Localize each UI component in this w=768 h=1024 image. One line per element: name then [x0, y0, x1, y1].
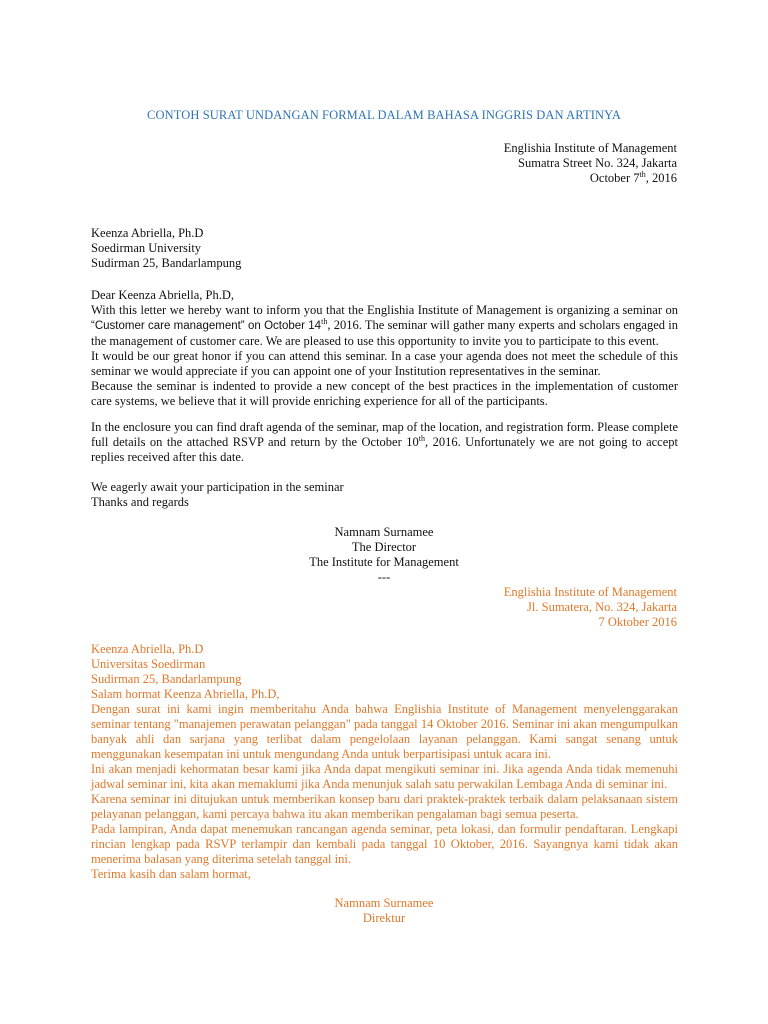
recipient-block-id — [91, 642, 280, 702]
letter-body-id — [91, 702, 678, 882]
signature-block-en — [0, 525, 768, 585]
closing-line-2: Thanks and regards — [91, 495, 189, 509]
paragraph-enclosure-id: Pada lampiran, Anda dapat menemukan rancangan agenda seminar, peta lokasi, dan formulir pendaftaran. Lengkapi rincian lengkap pada RSVP terlampir dan kembali pada tanggal 10 Oktober, 2016. Sayangnya kami tidak akan menerima balasan yang diterima setelah tanggal ini. — [91, 822, 678, 866]
recipient-university: Soedirman University — [91, 241, 202, 255]
recipient-address: Sudirman 25, Bandarlampung — [91, 256, 242, 270]
paragraph-invitation: With this letter we hereby want to inform you that the Englishia Institute of Management is organizing a seminar on “Customer care management” on October 14th, 2016. The seminar will gather many experts and scholars engaged in the management of customer care. We are pleased to use this opportunity to invite you to participate to this event. — [91, 303, 679, 348]
signature-name: Namnam Surnamee — [334, 525, 434, 539]
closing-block-en — [91, 480, 344, 510]
signature-position: The Director — [351, 540, 417, 554]
closing-line-id: Terima kasih dan salam hormat, — [91, 867, 251, 881]
recipient-address-id: Sudirman 25, Bandarlampung — [91, 672, 242, 686]
recipient-block-en — [91, 226, 241, 271]
paragraph-purpose: Because the seminar is indented to provide a new concept of the best practices in the implementation of customer care systems, we believe that it will provide enriching experience for all of the participants. — [91, 379, 678, 408]
sender-address-id: Jl. Sumatera, No. 324, Jakarta — [527, 600, 677, 614]
paragraph-honor: It would be our great honor if you can attend this seminar. In a case your agenda does not meet the schedule of this seminar we would appreciate if you can appoint one of your Institution representatives in the seminar. — [91, 349, 678, 378]
signature-position-id: Direktur — [362, 911, 406, 925]
salutation-id: Salam hormat Keenza Abriella, Ph.D, — [91, 687, 280, 701]
salutation: Dear Keenza Abriella, Ph.D, — [91, 288, 234, 302]
letter-body-en — [91, 288, 678, 409]
signature-org: The Institute for Management — [309, 555, 459, 569]
letter-date: October 7th, 2016 — [589, 169, 677, 185]
paragraph-enclosure: In the enclosure you can find draft agenda of the seminar, map of the location, and registration form. Please complete full details on the attached RSVP and return by the October 10th, 2016. Unfortunately we are not going to accept replies received after this date. — [91, 420, 678, 464]
closing-line-1: We eagerly await your participation in the seminar — [91, 480, 344, 494]
page-title: CONTOH SURAT UNDANGAN FORMAL DALAM BAHASA INGGRIS DAN ARTINYA — [147, 108, 621, 122]
signature-block-id — [0, 896, 768, 926]
paragraph-purpose-id: Karena seminar ini ditujukan untuk memberikan konsep baru dari praktek-praktek terbaik dalam pelaksanaan sistem pelayanan pelanggan, kami percaya bahwa itu akan memberikan pengalaman bagi semua peserta. — [91, 792, 678, 821]
section-separator: --- — [377, 570, 391, 584]
sender-block-en — [504, 141, 677, 186]
signature-name-id: Namnam Surnamee — [334, 896, 434, 910]
recipient-name-id: Keenza Abriella, Ph.D — [91, 642, 204, 656]
sender-address: Sumatra Street No. 324, Jakarta — [518, 156, 677, 170]
paragraph-honor-id: Ini akan menjadi kehormatan besar kami jika Anda dapat mengikuti seminar ini. Jika agenda Anda tidak memenuhi jadwal seminar ini, kita akan memaklumi jika Anda menunjuk salah satu perwakilan Lembaga Anda di seminar ini. — [91, 762, 678, 791]
sender-name-id: Englishia Institute of Management — [503, 585, 677, 599]
recipient-university-id: Universitas Soedirman — [91, 657, 206, 671]
sender-block-id — [504, 585, 677, 630]
letter-date-id: 7 Oktober 2016 — [598, 615, 677, 629]
paragraph-invitation-id: Dengan surat ini kami ingin memberitahu Anda bahwa Englishia Institute of Management menyelenggarakan seminar tentang "manajemen perawatan pelanggan" pada tanggal 14 Oktober 2016. Seminar ini akan mengumpulkan banyak ahli dan sarjana yang terlibat dalam pengelolaan layanan pelanggan. Kami sangat senang untuk menggunakan kesempatan ini untuk mengundang Anda untuk berpartisipasi untuk acara ini. — [91, 702, 678, 761]
recipient-name: Keenza Abriella, Ph.D — [91, 226, 204, 240]
sender-name: Englishia Institute of Management — [503, 141, 677, 155]
